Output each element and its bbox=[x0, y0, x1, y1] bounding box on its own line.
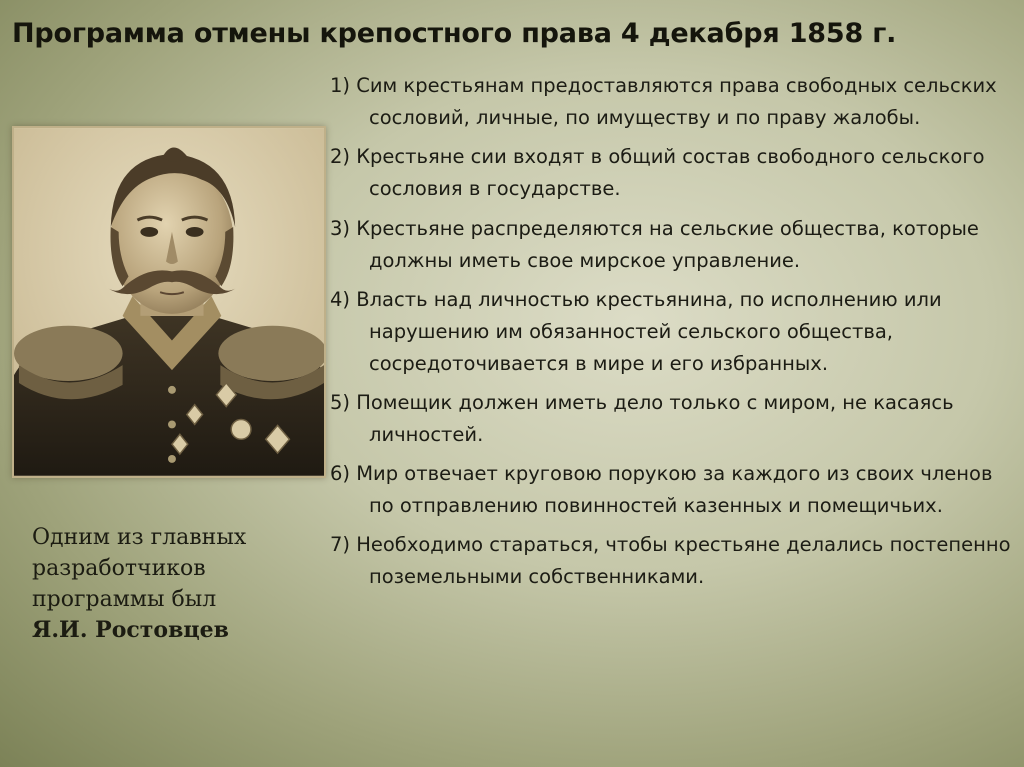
caption-text: Одним из главных разработчиков программы был bbox=[32, 525, 247, 612]
program-point: 7) Необходимо стараться, чтобы крестьяне делались постепенно поземельными собственниками. bbox=[330, 533, 1011, 588]
caption bbox=[32, 522, 302, 646]
program-point: 5) Помещик должен иметь дело только с миром, не касаясь личностей. bbox=[330, 391, 954, 446]
caption-name: Я.И. Ростовцев bbox=[32, 617, 229, 643]
program-point: 3) Крестьяне распределяются на сельские общества, которые должны иметь свое мирское управление. bbox=[330, 217, 979, 272]
program-point: 2) Крестьяне сии входят в общий состав свободного сельского сословия в государстве. bbox=[330, 145, 985, 200]
portrait-drawing bbox=[14, 128, 324, 476]
program-point: 4) Власть над личностью крестьянина, по исполнению или нарушению им обязанностей сельского общества, сосредоточивается в мире и его избранных. bbox=[330, 288, 942, 375]
program-points-list bbox=[330, 70, 1020, 600]
program-point: 1) Сим крестьянам предоставляются права свободных сельских сословий, личные, по имуществу и по праву жалобы. bbox=[330, 74, 997, 129]
slide-title: Программа отмены крепостного права 4 декабря 1858 г. bbox=[12, 18, 897, 49]
portrait-image bbox=[12, 126, 326, 478]
program-point: 6) Мир отвечает круговою порукою за каждого из своих членов по отправлению повинностей казенных и помещичьих. bbox=[330, 462, 993, 517]
